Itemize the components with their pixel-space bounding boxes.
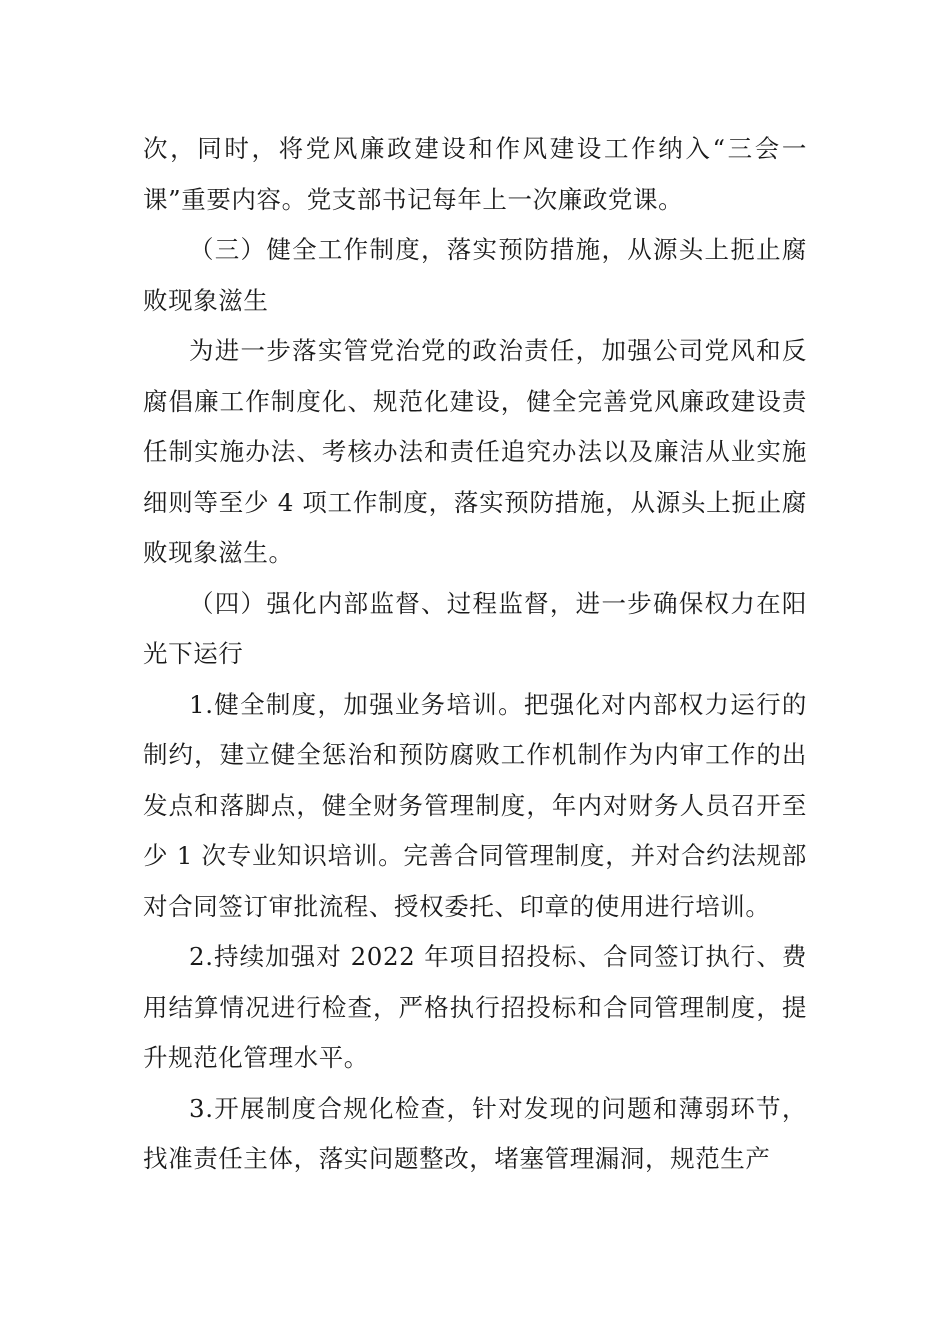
section-heading-3: （三）健全工作制度，落实预防措施，从源头上扼止腐败现象滋生: [143, 235, 807, 315]
list-item-3: 3.开展制度合规化检查，针对发现的问题和薄弱环节，找准责任主体，落实问题整改，堵塞管理漏洞，规范生产: [143, 1093, 807, 1173]
section-heading-4: （四）强化内部监督、过程监督，进一步确保权力在阳光下运行: [143, 588, 807, 668]
list-item-2: 2.持续加强对 2022 年项目招投标、合同签订执行、费用结算情况进行检查，严格执行招投标和合同管理制度，提升规范化管理水平。: [143, 942, 807, 1072]
paragraph-section-3: 为进一步落实管党治党的政治责任，加强公司党风和反腐倡廉工作制度化、规范化建设，健全完善党风廉政建设责任制实施办法、考核办法和责任追究办法以及廉洁从业实施细则等至少 4 项工作制度，落实预防措施，从源头上扼止腐败现象滋生。: [143, 336, 807, 567]
list-item-1: 1.健全制度，加强业务培训。把强化对内部权力运行的制约，建立健全惩治和预防腐败工作机制作为内审工作的出发点和落脚点，健全财务管理制度，年内对财务人员召开至少 1 次专业知识培训。完善合同管理制度，并对合约法规部对合同签订审批流程、授权委托、印章的使用进行培训。: [143, 689, 807, 921]
document-body: [143, 124, 807, 1185]
paragraph-continuation: 次，同时，将党风廉政建设和作风建设工作纳入“三会一课”重要内容。党支部书记每年上一次廉政党课。: [143, 134, 807, 214]
